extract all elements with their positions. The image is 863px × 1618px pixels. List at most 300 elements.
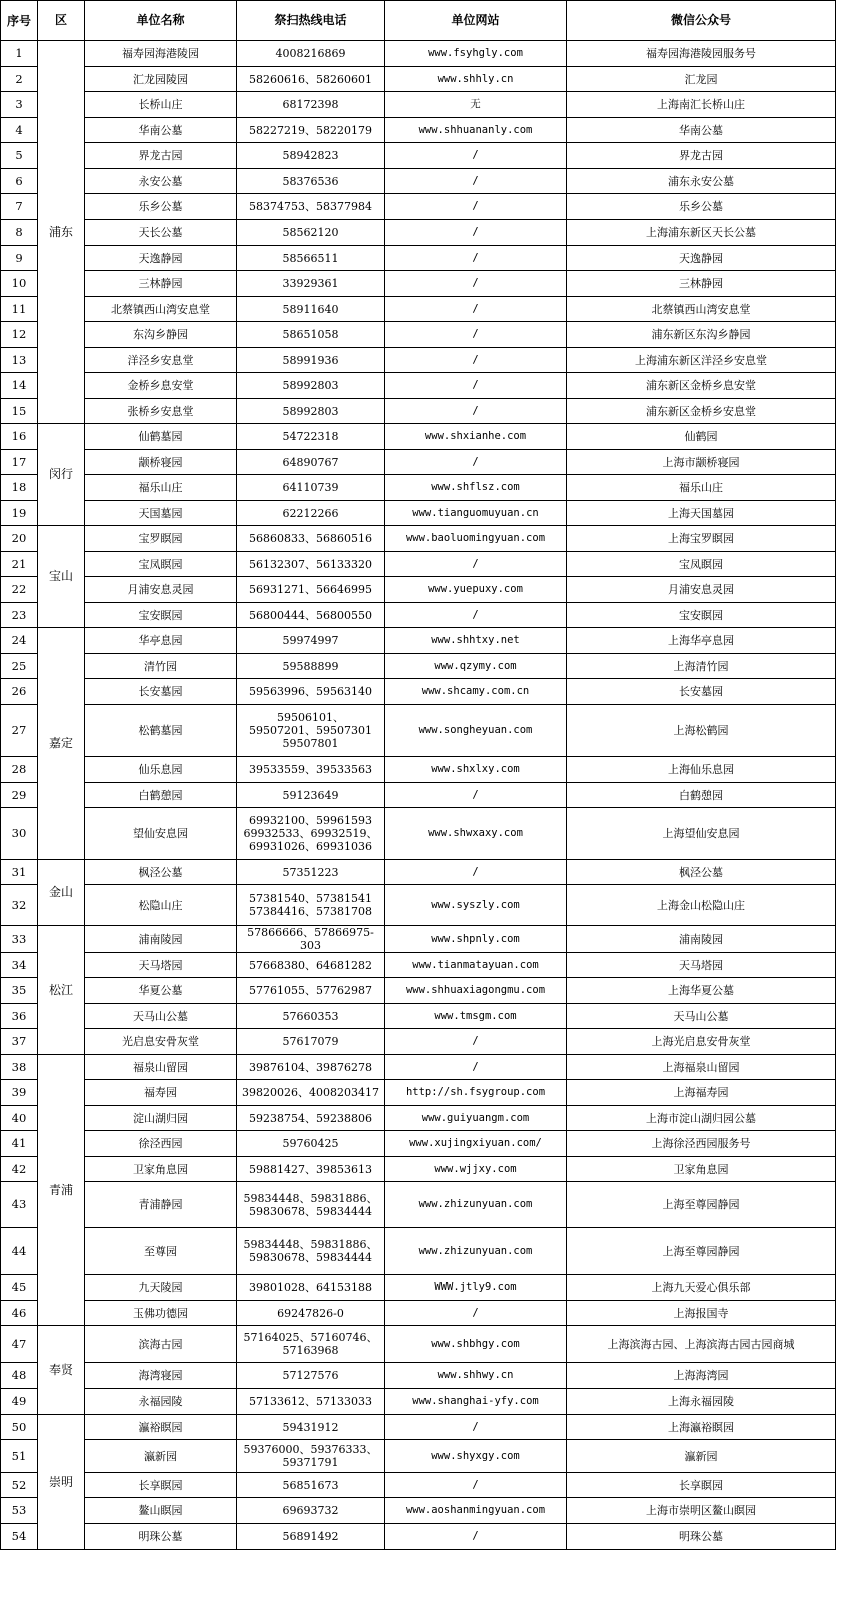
district-cell: 浦东 xyxy=(38,41,85,424)
unit-name-cell: 长安墓园 xyxy=(85,679,237,705)
wechat-cell: 三林静园 xyxy=(567,271,836,297)
website-cell: www.shyxgy.com xyxy=(385,1440,567,1473)
unit-name-cell: 天长公墓 xyxy=(85,220,237,246)
row-index: 6 xyxy=(1,169,38,194)
row-index: 16 xyxy=(1,424,38,450)
table-row xyxy=(1,322,836,348)
row-index: 35 xyxy=(1,978,38,1004)
hotline-cell: 58227219、58220179 xyxy=(237,118,385,143)
district-cell: 金山 xyxy=(38,860,85,926)
table-row xyxy=(1,501,836,526)
hotline-cell: 58651058 xyxy=(237,322,385,348)
hotline-cell: 54722318 xyxy=(237,424,385,450)
row-index: 39 xyxy=(1,1080,38,1106)
website-cell: www.songheyuan.com xyxy=(385,705,567,757)
hotline-cell: 58376536 xyxy=(237,169,385,194)
unit-name-cell: 徐泾西园 xyxy=(85,1131,237,1157)
hotline-cell: 64110739 xyxy=(237,475,385,501)
unit-name-cell: 望仙安息园 xyxy=(85,808,237,860)
row-index: 1 xyxy=(1,41,38,67)
hotline-cell: 56891492 xyxy=(237,1524,385,1550)
table-row xyxy=(1,808,836,860)
district-cell: 崇明 xyxy=(38,1415,85,1550)
website-cell: www.shwxaxy.com xyxy=(385,808,567,860)
district-cell: 松江 xyxy=(38,926,85,1055)
table-row xyxy=(1,757,836,783)
unit-name-cell: 天逸静园 xyxy=(85,246,237,271)
hotline-cell: 57617079 xyxy=(237,1029,385,1055)
hotline-cell: 33929361 xyxy=(237,271,385,297)
hotline-cell: 57133612、57133033 xyxy=(237,1389,385,1415)
unit-name-cell: 福泉山留园 xyxy=(85,1055,237,1080)
hotline-cell: 62212266 xyxy=(237,501,385,526)
table-row xyxy=(1,1055,836,1080)
wechat-cell: 上海市淀山湖归园公墓 xyxy=(567,1106,836,1131)
header-website: 单位网站 xyxy=(385,1,567,41)
website-cell: / xyxy=(385,1473,567,1498)
wechat-cell: 上海徐泾西园服务号 xyxy=(567,1131,836,1157)
unit-name-cell: 宝罗瞑园 xyxy=(85,526,237,552)
wechat-cell: 上海市颛桥寝园 xyxy=(567,450,836,475)
wechat-cell: 上海华夏公墓 xyxy=(567,978,836,1004)
unit-name-cell: 至尊园 xyxy=(85,1228,237,1275)
wechat-cell: 华南公墓 xyxy=(567,118,836,143)
website-cell: www.shanghai-yfy.com xyxy=(385,1389,567,1415)
district-cell: 闵行 xyxy=(38,424,85,526)
header-index: 序号 xyxy=(1,1,38,41)
wechat-cell: 上海至尊园静园 xyxy=(567,1182,836,1228)
row-index: 18 xyxy=(1,475,38,501)
table-row xyxy=(1,705,836,757)
website-cell: www.shpnly.com xyxy=(385,926,567,953)
table-row xyxy=(1,373,836,399)
wechat-cell: 浦东新区金桥乡安息堂 xyxy=(567,399,836,424)
row-index: 24 xyxy=(1,628,38,654)
wechat-cell: 浦南陵园 xyxy=(567,926,836,953)
row-index: 4 xyxy=(1,118,38,143)
row-index: 49 xyxy=(1,1389,38,1415)
website-cell: WWW.jtly9.com xyxy=(385,1275,567,1301)
unit-name-cell: 青浦静园 xyxy=(85,1182,237,1228)
row-index: 20 xyxy=(1,526,38,552)
unit-name-cell: 汇龙园陵园 xyxy=(85,67,237,92)
unit-name-cell: 三林静园 xyxy=(85,271,237,297)
website-cell: www.shhwy.cn xyxy=(385,1363,567,1389)
row-index: 21 xyxy=(1,552,38,577)
wechat-cell: 上海永福园陵 xyxy=(567,1389,836,1415)
table-row xyxy=(1,978,836,1004)
table-row xyxy=(1,1326,836,1363)
hotline-cell: 58911640 xyxy=(237,297,385,322)
row-index: 48 xyxy=(1,1363,38,1389)
hotline-cell: 56851673 xyxy=(237,1473,385,1498)
table-row xyxy=(1,1301,836,1326)
table-row xyxy=(1,603,836,628)
unit-name-cell: 光启息安骨灰堂 xyxy=(85,1029,237,1055)
website-cell: / xyxy=(385,783,567,808)
website-cell: 无 xyxy=(385,92,567,118)
row-index: 5 xyxy=(1,143,38,169)
wechat-cell: 天马山公墓 xyxy=(567,1004,836,1029)
website-cell: / xyxy=(385,1415,567,1440)
unit-name-cell: 明珠公墓 xyxy=(85,1524,237,1550)
header-district: 区 xyxy=(38,1,85,41)
unit-name-cell: 福寿园 xyxy=(85,1080,237,1106)
website-cell: / xyxy=(385,450,567,475)
hotline-cell: 58374753、58377984 xyxy=(237,194,385,220)
website-cell: www.baoluomingyuan.com xyxy=(385,526,567,552)
table-row xyxy=(1,450,836,475)
unit-name-cell: 玉佛功德园 xyxy=(85,1301,237,1326)
row-index: 34 xyxy=(1,953,38,978)
row-index: 47 xyxy=(1,1326,38,1363)
wechat-cell: 福乐山庄 xyxy=(567,475,836,501)
website-cell: www.wjjxy.com xyxy=(385,1157,567,1182)
wechat-cell: 上海报国寺 xyxy=(567,1301,836,1326)
hotline-cell: 59376000、59376333、 59371791 xyxy=(237,1440,385,1473)
district-cell: 宝山 xyxy=(38,526,85,628)
row-index: 50 xyxy=(1,1415,38,1440)
website-cell: / xyxy=(385,1055,567,1080)
wechat-cell: 宝凤瞑园 xyxy=(567,552,836,577)
hotline-cell: 59834448、59831886、 59830678、59834444 xyxy=(237,1182,385,1228)
row-index: 14 xyxy=(1,373,38,399)
website-cell: www.syszly.com xyxy=(385,885,567,926)
unit-name-cell: 华亭息园 xyxy=(85,628,237,654)
unit-name-cell: 福寿园海港陵园 xyxy=(85,41,237,67)
wechat-cell: 乐乡公墓 xyxy=(567,194,836,220)
unit-name-cell: 仙乐息园 xyxy=(85,757,237,783)
row-index: 19 xyxy=(1,501,38,526)
unit-name-cell: 月浦安息灵园 xyxy=(85,577,237,603)
row-index: 26 xyxy=(1,679,38,705)
row-index: 3 xyxy=(1,92,38,118)
district-cell: 嘉定 xyxy=(38,628,85,860)
unit-name-cell: 北蔡镇西山湾安息堂 xyxy=(85,297,237,322)
hotline-cell: 57127576 xyxy=(237,1363,385,1389)
row-index: 28 xyxy=(1,757,38,783)
wechat-cell: 上海望仙安息园 xyxy=(567,808,836,860)
table-row xyxy=(1,399,836,424)
table-row xyxy=(1,118,836,143)
unit-name-cell: 乐乡公墓 xyxy=(85,194,237,220)
wechat-cell: 长安墓园 xyxy=(567,679,836,705)
website-cell: www.shflsz.com xyxy=(385,475,567,501)
unit-name-cell: 瀛裕瞑园 xyxy=(85,1415,237,1440)
unit-name-cell: 淀山湖归园 xyxy=(85,1106,237,1131)
hotline-cell: 39533559、39533563 xyxy=(237,757,385,783)
table-row xyxy=(1,194,836,220)
table-row xyxy=(1,475,836,501)
wechat-cell: 上海华亭息园 xyxy=(567,628,836,654)
unit-name-cell: 洋泾乡安息堂 xyxy=(85,348,237,373)
website-cell: / xyxy=(385,348,567,373)
unit-name-cell: 福乐山庄 xyxy=(85,475,237,501)
row-index: 51 xyxy=(1,1440,38,1473)
table-row xyxy=(1,1473,836,1498)
wechat-cell: 上海仙乐息园 xyxy=(567,757,836,783)
wechat-cell: 宝安瞑园 xyxy=(567,603,836,628)
table-row xyxy=(1,885,836,926)
row-index: 30 xyxy=(1,808,38,860)
table-row xyxy=(1,1440,836,1473)
website-cell: / xyxy=(385,373,567,399)
hotline-cell: 57668380、64681282 xyxy=(237,953,385,978)
website-cell: www.tianmatayuan.com xyxy=(385,953,567,978)
website-cell: www.shhuananly.com xyxy=(385,118,567,143)
wechat-cell: 界龙古园 xyxy=(567,143,836,169)
table-row xyxy=(1,424,836,450)
row-index: 17 xyxy=(1,450,38,475)
table-row xyxy=(1,1182,836,1228)
website-cell: www.shxlxy.com xyxy=(385,757,567,783)
table-row xyxy=(1,1389,836,1415)
table-row xyxy=(1,526,836,552)
table-row xyxy=(1,220,836,246)
website-cell: / xyxy=(385,297,567,322)
wechat-cell: 上海福泉山留园 xyxy=(567,1055,836,1080)
hotline-cell: 39801028、64153188 xyxy=(237,1275,385,1301)
hotline-cell: 57351223 xyxy=(237,860,385,885)
row-index: 7 xyxy=(1,194,38,220)
hotline-cell: 57164025、57160746、 57163968 xyxy=(237,1326,385,1363)
website-cell: www.shhly.cn xyxy=(385,67,567,92)
website-cell: www.qzymy.com xyxy=(385,654,567,679)
hotline-cell: 58992803 xyxy=(237,399,385,424)
unit-name-cell: 枫泾公墓 xyxy=(85,860,237,885)
hotline-cell: 39876104、39876278 xyxy=(237,1055,385,1080)
hotline-cell: 58260616、58260601 xyxy=(237,67,385,92)
row-index: 32 xyxy=(1,885,38,926)
header-wechat: 微信公众号 xyxy=(567,1,836,41)
unit-name-cell: 东沟乡静园 xyxy=(85,322,237,348)
website-cell: / xyxy=(385,1029,567,1055)
website-cell: www.yuepuxy.com xyxy=(385,577,567,603)
wechat-cell: 上海市崇明区鳌山瞑园 xyxy=(567,1498,836,1524)
unit-name-cell: 仙鹤墓园 xyxy=(85,424,237,450)
hotline-cell: 56132307、56133320 xyxy=(237,552,385,577)
unit-name-cell: 长享瞑园 xyxy=(85,1473,237,1498)
hotline-cell: 59123649 xyxy=(237,783,385,808)
hotline-cell: 59238754、59238806 xyxy=(237,1106,385,1131)
website-cell: / xyxy=(385,552,567,577)
table-row xyxy=(1,1106,836,1131)
table-row xyxy=(1,348,836,373)
wechat-cell: 长享瞑园 xyxy=(567,1473,836,1498)
hotline-cell: 57761055、57762987 xyxy=(237,978,385,1004)
wechat-cell: 上海九天爱心俱乐部 xyxy=(567,1275,836,1301)
unit-name-cell: 界龙古园 xyxy=(85,143,237,169)
hotline-cell: 59431912 xyxy=(237,1415,385,1440)
row-index: 22 xyxy=(1,577,38,603)
table-row xyxy=(1,679,836,705)
wechat-cell: 上海滨海古园、上海滨海古园古园商城 xyxy=(567,1326,836,1363)
table-row xyxy=(1,1363,836,1389)
table-body xyxy=(1,41,836,1550)
table-row xyxy=(1,1228,836,1275)
wechat-cell: 天逸静园 xyxy=(567,246,836,271)
website-cell: / xyxy=(385,1524,567,1550)
row-index: 33 xyxy=(1,926,38,953)
unit-name-cell: 鳌山瞑园 xyxy=(85,1498,237,1524)
row-index: 29 xyxy=(1,783,38,808)
row-index: 2 xyxy=(1,67,38,92)
table-row xyxy=(1,169,836,194)
hotline-cell: 59974997 xyxy=(237,628,385,654)
unit-name-cell: 浦南陵园 xyxy=(85,926,237,953)
website-cell: www.shcamy.com.cn xyxy=(385,679,567,705)
unit-name-cell: 长桥山庄 xyxy=(85,92,237,118)
website-cell: / xyxy=(385,322,567,348)
website-cell: www.tianguomuyuan.cn xyxy=(385,501,567,526)
wechat-cell: 明珠公墓 xyxy=(567,1524,836,1550)
hotline-cell: 59563996、59563140 xyxy=(237,679,385,705)
wechat-cell: 卫家角息园 xyxy=(567,1157,836,1182)
wechat-cell: 福寿园海港陵园服务号 xyxy=(567,41,836,67)
website-cell: www.zhizunyuan.com xyxy=(385,1182,567,1228)
hotline-cell: 4008216869 xyxy=(237,41,385,67)
website-cell: www.xujingxiyuan.com/ xyxy=(385,1131,567,1157)
wechat-cell: 上海瀛裕瞑园 xyxy=(567,1415,836,1440)
hotline-cell: 68172398 xyxy=(237,92,385,118)
wechat-cell: 上海金山松隐山庄 xyxy=(567,885,836,926)
website-cell: http://sh.fsygroup.com xyxy=(385,1080,567,1106)
unit-name-cell: 颛桥寝园 xyxy=(85,450,237,475)
website-cell: / xyxy=(385,169,567,194)
wechat-cell: 上海南汇长桥山庄 xyxy=(567,92,836,118)
table-row xyxy=(1,246,836,271)
row-index: 54 xyxy=(1,1524,38,1550)
table-row xyxy=(1,67,836,92)
wechat-cell: 北蔡镇西山湾安息堂 xyxy=(567,297,836,322)
wechat-cell: 浦东永安公墓 xyxy=(567,169,836,194)
row-index: 45 xyxy=(1,1275,38,1301)
hotline-cell: 56931271、56646995 xyxy=(237,577,385,603)
table-row xyxy=(1,1080,836,1106)
row-index: 46 xyxy=(1,1301,38,1326)
website-cell: / xyxy=(385,271,567,297)
website-cell: www.aoshanmingyuan.com xyxy=(385,1498,567,1524)
row-index: 11 xyxy=(1,297,38,322)
table-row xyxy=(1,654,836,679)
hotline-cell: 57660353 xyxy=(237,1004,385,1029)
wechat-cell: 枫泾公墓 xyxy=(567,860,836,885)
row-index: 9 xyxy=(1,246,38,271)
table-row xyxy=(1,783,836,808)
wechat-cell: 上海天国墓园 xyxy=(567,501,836,526)
hotline-cell: 58942823 xyxy=(237,143,385,169)
table-row xyxy=(1,628,836,654)
table-row xyxy=(1,1275,836,1301)
website-cell: / xyxy=(385,143,567,169)
table-row xyxy=(1,1524,836,1550)
wechat-cell: 上海松鹤园 xyxy=(567,705,836,757)
wechat-cell: 汇龙园 xyxy=(567,67,836,92)
table-row xyxy=(1,926,836,953)
wechat-cell: 浦东新区金桥乡息安堂 xyxy=(567,373,836,399)
row-index: 10 xyxy=(1,271,38,297)
row-index: 23 xyxy=(1,603,38,628)
row-index: 36 xyxy=(1,1004,38,1029)
table-row xyxy=(1,1498,836,1524)
wechat-cell: 仙鹤园 xyxy=(567,424,836,450)
hotline-cell: 69247826-0 xyxy=(237,1301,385,1326)
row-index: 38 xyxy=(1,1055,38,1080)
row-index: 25 xyxy=(1,654,38,679)
unit-name-cell: 天国墓园 xyxy=(85,501,237,526)
hotline-cell: 58992803 xyxy=(237,373,385,399)
table-row xyxy=(1,143,836,169)
row-index: 31 xyxy=(1,860,38,885)
table-row xyxy=(1,860,836,885)
unit-name-cell: 松隐山庄 xyxy=(85,885,237,926)
table-row xyxy=(1,297,836,322)
unit-name-cell: 卫家角息园 xyxy=(85,1157,237,1182)
unit-name-cell: 永福园陵 xyxy=(85,1389,237,1415)
unit-name-cell: 天马塔园 xyxy=(85,953,237,978)
row-index: 37 xyxy=(1,1029,38,1055)
unit-name-cell: 宝安瞑园 xyxy=(85,603,237,628)
table-row xyxy=(1,1029,836,1055)
district-cell: 奉贤 xyxy=(38,1326,85,1415)
hotline-cell: 59881427、39853613 xyxy=(237,1157,385,1182)
website-cell: www.shhtxy.net xyxy=(385,628,567,654)
unit-name-cell: 瀛新园 xyxy=(85,1440,237,1473)
row-index: 41 xyxy=(1,1131,38,1157)
hotline-cell: 58562120 xyxy=(237,220,385,246)
hotline-cell: 69693732 xyxy=(237,1498,385,1524)
table-row xyxy=(1,92,836,118)
table-row xyxy=(1,1131,836,1157)
unit-name-cell: 海湾寝园 xyxy=(85,1363,237,1389)
hotline-cell: 59834448、59831886、 59830678、59834444 xyxy=(237,1228,385,1275)
row-index: 44 xyxy=(1,1228,38,1275)
unit-name-cell: 松鹤墓园 xyxy=(85,705,237,757)
unit-name-cell: 张桥乡安息堂 xyxy=(85,399,237,424)
website-cell: www.shxianhe.com xyxy=(385,424,567,450)
table-row xyxy=(1,953,836,978)
wechat-cell: 上海至尊园静园 xyxy=(567,1228,836,1275)
unit-name-cell: 华南公墓 xyxy=(85,118,237,143)
unit-name-cell: 九天陵园 xyxy=(85,1275,237,1301)
hotline-cell: 58566511 xyxy=(237,246,385,271)
website-cell: / xyxy=(385,1301,567,1326)
website-cell: www.fsyhgly.com xyxy=(385,41,567,67)
row-index: 27 xyxy=(1,705,38,757)
wechat-cell: 上海光启息安骨灰堂 xyxy=(567,1029,836,1055)
website-cell: www.guiyuangm.com xyxy=(385,1106,567,1131)
row-index: 15 xyxy=(1,399,38,424)
wechat-cell: 上海宝罗瞑园 xyxy=(567,526,836,552)
hotline-cell: 39820026、4008203417 xyxy=(237,1080,385,1106)
website-cell: www.shhuaxiagongmu.com xyxy=(385,978,567,1004)
website-cell: www.tmsgm.com xyxy=(385,1004,567,1029)
unit-name-cell: 永安公墓 xyxy=(85,169,237,194)
website-cell: / xyxy=(385,220,567,246)
row-index: 12 xyxy=(1,322,38,348)
district-cell: 青浦 xyxy=(38,1055,85,1326)
unit-name-cell: 金桥乡息安堂 xyxy=(85,373,237,399)
header-row xyxy=(1,1,836,41)
hotline-cell: 59506101、 59507201、59507301 59507801 xyxy=(237,705,385,757)
table-row xyxy=(1,41,836,67)
hotline-cell: 58991936 xyxy=(237,348,385,373)
hotline-cell: 64890767 xyxy=(237,450,385,475)
table-row xyxy=(1,1004,836,1029)
hotline-cell: 56800444、56800550 xyxy=(237,603,385,628)
hotline-cell: 56860833、56860516 xyxy=(237,526,385,552)
row-index: 52 xyxy=(1,1473,38,1498)
